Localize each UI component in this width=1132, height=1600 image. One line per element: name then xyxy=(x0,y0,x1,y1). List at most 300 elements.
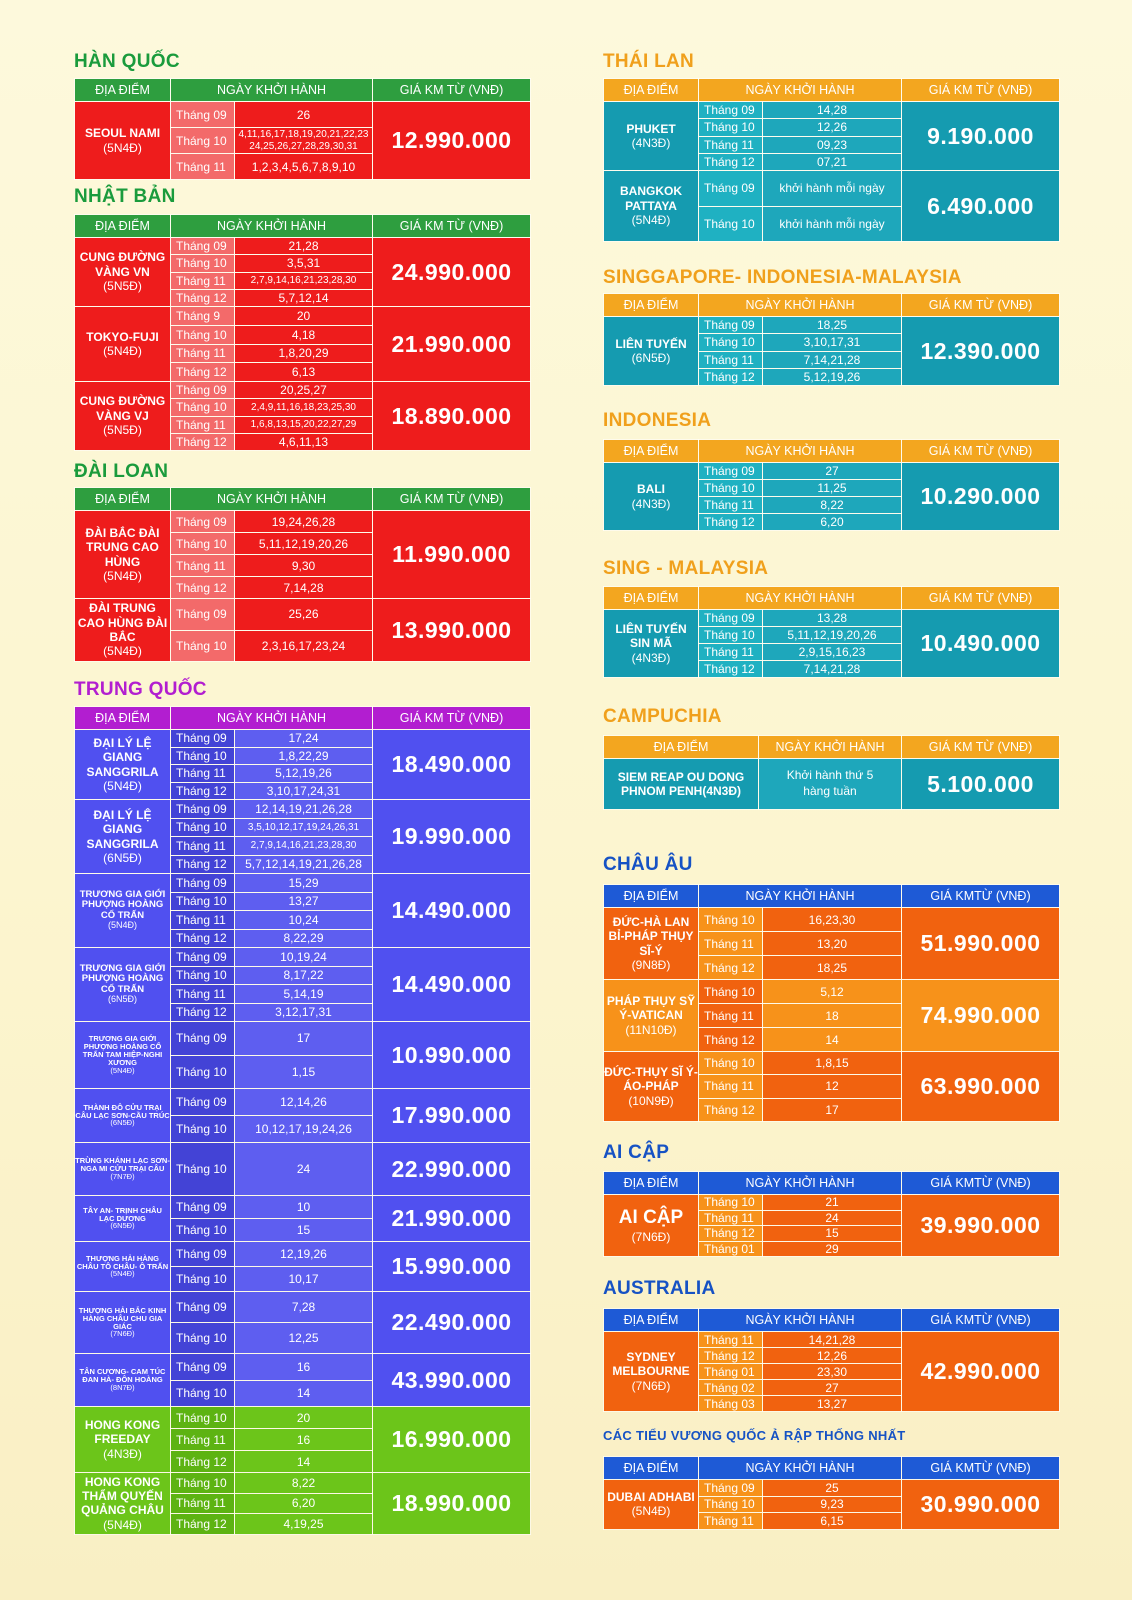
month-cell: Tháng 09 xyxy=(171,1022,235,1056)
dates-cell: 1,15 xyxy=(235,1055,373,1089)
dates-cell: 7,28 xyxy=(235,1292,373,1323)
price-cell: 14.490.000 xyxy=(373,874,531,948)
dates-cell: 07,21 xyxy=(763,153,902,170)
table-header xyxy=(604,1172,1060,1195)
month-cell: Tháng 10 xyxy=(699,1195,763,1211)
destination-cell xyxy=(604,759,759,810)
section-title: INDONESIA xyxy=(603,410,712,431)
tour-duration: (7N6Đ) xyxy=(110,1329,135,1339)
destination-name: SIEM REAP OU DONG PHNOM PENH xyxy=(617,769,745,798)
destination-cell xyxy=(604,610,699,678)
column-header: GIÁ KM TỪ (VNĐ) xyxy=(373,488,531,511)
destination-cell xyxy=(604,1195,699,1257)
tour-duration: (4N3Đ) xyxy=(702,784,741,798)
column-header: NGÀY KHỞI HÀNH xyxy=(699,587,902,610)
tour-duration: (5N4Đ) xyxy=(103,1517,142,1532)
month-cell: Tháng 12 xyxy=(699,368,763,385)
column-header: NGÀY KHỞI HÀNH xyxy=(699,1309,902,1332)
month-cell: Tháng 09 xyxy=(171,1196,235,1219)
column-header: ĐỊA ĐIỂM xyxy=(604,440,699,463)
destination-name: TÂN CƯƠNG- CAM TÚC ĐAN HÀ- ĐÔN HOÀNG xyxy=(79,1367,166,1385)
dates-cell: 13,27 xyxy=(763,1396,902,1412)
destination-name: DUBAI ADHABI xyxy=(607,1490,695,1505)
month-cell: Tháng 10 xyxy=(171,1380,235,1407)
destination-cell xyxy=(75,238,171,307)
destination-name: TRÙNG KHÁNH LẠC SƠN- NGA MI CỬU TRẠI CÂU xyxy=(75,1156,170,1174)
dates-cell: 2,3,16,17,23,24 xyxy=(235,630,373,662)
column-header: ĐỊA ĐIỂM xyxy=(604,587,699,610)
price-cell: 30.990.000 xyxy=(902,1480,1060,1530)
section-title: AI CẬP xyxy=(603,1142,670,1163)
month-cell: Tháng 11 xyxy=(171,985,235,1004)
table-header xyxy=(604,736,1060,759)
dates-cell: 17 xyxy=(235,1022,373,1056)
price-table xyxy=(74,706,531,1535)
month-cell: Tháng 11 xyxy=(699,1075,763,1098)
month-cell: Tháng 12 xyxy=(171,289,235,306)
table-row xyxy=(75,307,531,326)
tour-duration: (5N5Đ) xyxy=(103,279,142,294)
month-cell: Tháng 12 xyxy=(699,153,763,170)
destination-name: ĐÀI BẮC ĐÀI TRUNG CAO HÙNG xyxy=(85,525,160,569)
dates-cell: 5,12 xyxy=(763,980,902,1004)
month-cell: Tháng 11 xyxy=(171,555,235,577)
dates-cell: 4,6,11,13 xyxy=(235,433,373,450)
destination-name: AI CẬP xyxy=(618,1206,684,1228)
price-table xyxy=(603,884,1060,1122)
dates-cell: 1,8,20,29 xyxy=(235,344,373,363)
destination-name: CUNG ĐƯỜNG VÀNG VN xyxy=(79,250,166,279)
month-cell: Tháng 09 xyxy=(171,730,235,748)
price-table xyxy=(603,1456,1060,1530)
dates-cell: 23,30 xyxy=(763,1364,902,1380)
month-cell: Tháng 10 xyxy=(171,533,235,555)
dates-cell: 21 xyxy=(763,1195,902,1211)
destination-name: CUNG ĐƯỜNG VÀNG VJ xyxy=(79,394,166,423)
dates-cell: 24 xyxy=(763,1210,902,1226)
section-title: THÁI LAN xyxy=(603,51,695,72)
column-header: GIÁ KM TỪ (VNĐ) xyxy=(902,736,1060,759)
month-cell: Tháng 11 xyxy=(699,497,763,514)
column-header: NGÀY KHỞI HÀNH xyxy=(699,885,902,908)
dates-cell: 15 xyxy=(235,1219,373,1242)
price-table xyxy=(603,1308,1060,1412)
dates-cell: 3,10,17,24,31 xyxy=(235,782,373,800)
destination-cell xyxy=(604,171,699,242)
table-header xyxy=(604,587,1060,610)
column-header: GIÁ KM TỪ (VNĐ) xyxy=(902,587,1060,610)
table-row xyxy=(604,171,1060,207)
table-row xyxy=(75,800,531,819)
column-header: ĐỊA ĐIỂM xyxy=(75,79,171,102)
month-cell: Tháng 10 xyxy=(699,1496,763,1513)
tour-duration: (5N4Đ) xyxy=(103,778,142,793)
dates-cell: 19,24,26,28 xyxy=(235,511,373,533)
dates-cell: 2,7,9,14,16,21,23,28,30 xyxy=(235,837,373,856)
table-header xyxy=(604,1309,1060,1332)
column-header: ĐỊA ĐIỂM xyxy=(604,294,699,317)
month-cell: Tháng 09 xyxy=(171,102,235,128)
month-cell: Tháng 09 xyxy=(699,463,763,480)
month-cell: Tháng 12 xyxy=(699,514,763,531)
price-cell: 18.890.000 xyxy=(373,382,531,451)
dates-cell: 8,22 xyxy=(763,497,902,514)
month-cell: Tháng 10 xyxy=(171,1323,235,1354)
price-cell: 5.100.000 xyxy=(902,759,1060,810)
column-header: GIÁ KM TỪ (VNĐ) xyxy=(902,440,1060,463)
month-cell: Tháng 10 xyxy=(171,892,235,911)
month-cell: Tháng 02 xyxy=(699,1380,763,1396)
dates-cell: 20 xyxy=(235,307,373,326)
month-cell: Tháng 11 xyxy=(171,1429,235,1451)
price-cell: 12.390.000 xyxy=(902,317,1060,386)
dates-cell: 6,15 xyxy=(763,1513,902,1530)
dates-cell: 12,26 xyxy=(763,119,902,136)
price-cell: 18.490.000 xyxy=(373,730,531,800)
table-row xyxy=(604,463,1060,480)
month-cell: Tháng 10 xyxy=(171,1116,235,1143)
table-row xyxy=(604,610,1060,627)
tour-duration: (6N5Đ) xyxy=(110,1118,135,1128)
tour-duration: (5N4Đ) xyxy=(107,920,137,931)
destination-cell xyxy=(604,908,699,980)
destination-cell xyxy=(604,980,699,1052)
table-row xyxy=(75,874,531,893)
dates-cell: 10 xyxy=(235,1196,373,1219)
price-cell: 22.990.000 xyxy=(373,1143,531,1196)
destination-name: LIÊN TUYẾN SIN MÃ xyxy=(615,621,687,651)
price-cell: 9.190.000 xyxy=(902,102,1060,171)
table-row xyxy=(75,1407,531,1429)
month-cell: Tháng 09 xyxy=(699,1480,763,1497)
table-row xyxy=(604,317,1060,334)
dates-cell: 8,22 xyxy=(235,1473,373,1494)
month-cell: Tháng 09 xyxy=(171,800,235,819)
month-cell: Tháng 11 xyxy=(699,1513,763,1530)
column-header: NGÀY KHỞI HÀNH xyxy=(171,488,373,511)
dates-cell: 7,14,28 xyxy=(235,577,373,599)
column-header: NGÀY KHỞI HÀNH xyxy=(699,79,902,102)
destination-name: ĐỨC-THỤY SĨ Ý-ÁO-PHÁP xyxy=(604,1064,698,1094)
month-cell: Tháng 11 xyxy=(699,644,763,661)
price-cell: 51.990.000 xyxy=(902,908,1060,980)
month-cell: Tháng 11 xyxy=(171,154,235,180)
section-title: NHẬT BẢN xyxy=(74,186,176,207)
tour-duration: (4N3Đ) xyxy=(631,136,671,150)
month-cell: Tháng 11 xyxy=(699,1332,763,1348)
column-header: NGÀY KHỞI HÀNH xyxy=(171,215,373,238)
dates-cell: 6,20 xyxy=(235,1493,373,1514)
tour-duration: (6N5Đ) xyxy=(107,994,137,1005)
destination-name: BALI xyxy=(637,482,665,497)
tour-duration: (5N5Đ) xyxy=(103,423,142,438)
table-row xyxy=(75,511,531,533)
table-row xyxy=(75,1292,531,1323)
month-cell: Tháng 11 xyxy=(171,272,235,289)
dates-cell: 4,19,25 xyxy=(235,1514,373,1535)
destination-name: ĐẠI LÝ LỆ GIANG SANGGRILA xyxy=(86,807,159,851)
dates-cell: 21,28 xyxy=(235,238,373,255)
column-header: ĐỊA ĐIỂM xyxy=(604,736,759,759)
month-cell: Tháng 12 xyxy=(171,782,235,800)
table-header xyxy=(604,885,1060,908)
month-cell: Tháng 09 xyxy=(171,948,235,967)
month-cell: Tháng 09 xyxy=(171,1089,235,1116)
month-cell: Tháng 09 xyxy=(171,1292,235,1323)
dates-cell: 3,5,10,12,17,19,24,26,31 xyxy=(235,818,373,837)
month-cell: Tháng 09 xyxy=(171,511,235,533)
price-table xyxy=(603,78,1060,242)
month-cell: Tháng 11 xyxy=(171,1493,235,1514)
price-table xyxy=(603,293,1060,386)
tour-duration: (5N4Đ) xyxy=(103,568,142,583)
dates-cell: 1,8,22,29 xyxy=(235,747,373,765)
month-cell: Tháng 10 xyxy=(699,908,763,932)
destination-cell xyxy=(75,1473,171,1535)
dates-cell: khởi hành mỗi ngày xyxy=(763,171,902,207)
section-title: TRUNG QUỐC xyxy=(74,679,207,700)
destination-cell xyxy=(75,800,171,874)
month-cell: Tháng 10 xyxy=(171,1055,235,1089)
tour-duration: (5N4Đ) xyxy=(110,1269,135,1279)
month-cell: Tháng 09 xyxy=(171,874,235,893)
table-row xyxy=(604,102,1060,119)
price-table xyxy=(603,439,1060,531)
destination-cell xyxy=(75,1196,171,1242)
column-header: ĐỊA ĐIỂM xyxy=(604,1309,699,1332)
dates-cell: 14 xyxy=(235,1380,373,1407)
section-title: SING - MALAYSIA xyxy=(603,558,769,579)
month-cell: Tháng 10 xyxy=(171,630,235,662)
month-cell: Tháng 10 xyxy=(171,818,235,837)
dates-cell: 7,14,21,28 xyxy=(763,661,902,678)
month-cell: Tháng 10 xyxy=(171,255,235,272)
destination-name: BANGKOK PATTAYA xyxy=(620,184,682,213)
price-table xyxy=(603,586,1060,678)
month-cell: Tháng 09 xyxy=(171,1354,235,1381)
destination-name: TRƯƠNG GIA GIỚI PHƯỢNG HOÀNG CỔ TRẤN TAM HIỆP-NGHI XƯƠNG xyxy=(82,1034,163,1067)
destination-cell xyxy=(75,1354,171,1407)
dates-cell: 12,14,19,21,26,28 xyxy=(235,800,373,819)
table-row xyxy=(75,1473,531,1494)
month-cell: Tháng 11 xyxy=(699,932,763,956)
destination-name: TRƯƠNG GIA GIỚI PHƯỢNG HOÀNG CỔ TRẤN xyxy=(79,962,166,995)
dates-cell: 5,7,12,14,19,21,26,28 xyxy=(235,855,373,874)
column-header: GIÁ KMTỪ (VNĐ) xyxy=(902,1309,1060,1332)
dates-cell: 6,20 xyxy=(763,514,902,531)
destination-cell xyxy=(604,1480,699,1530)
dates-cell: 12,26 xyxy=(763,1348,902,1364)
tour-duration: (4N3Đ) xyxy=(631,650,671,665)
destination-name: HONG KONG FREEDAY xyxy=(84,1417,161,1447)
dates-cell: 2,4,9,11,16,18,23,25,30 xyxy=(235,399,373,416)
table-row xyxy=(604,759,1060,810)
destination-cell xyxy=(75,1407,171,1473)
dates-cell: 5,12,19,26 xyxy=(235,765,373,783)
table-header xyxy=(604,440,1060,463)
month-cell: Tháng 09 xyxy=(699,610,763,627)
table-row xyxy=(75,1022,531,1056)
destination-cell xyxy=(75,1022,171,1089)
dates-cell: 10,17 xyxy=(235,1267,373,1292)
table-row xyxy=(75,1196,531,1219)
month-cell: Tháng 12 xyxy=(171,433,235,450)
price-cell: 12.990.000 xyxy=(373,102,531,180)
table-row xyxy=(604,1052,1060,1075)
month-cell: Tháng 11 xyxy=(699,1210,763,1226)
month-cell: Tháng 10 xyxy=(171,1143,235,1196)
destination-name: SEOUL NAMI xyxy=(84,126,161,141)
dates-cell: 24 xyxy=(235,1143,373,1196)
table-header xyxy=(75,215,531,238)
month-cell: Tháng 12 xyxy=(699,1028,763,1052)
dates-cell: 5,11,12,19,20,26 xyxy=(763,627,902,644)
month-cell: Tháng 10 xyxy=(171,1219,235,1242)
column-header: ĐỊA ĐIỂM xyxy=(604,79,699,102)
dates-cell: 29 xyxy=(763,1241,902,1257)
price-cell: 39.990.000 xyxy=(902,1195,1060,1257)
dates-cell: 16 xyxy=(235,1354,373,1381)
month-cell: Tháng 12 xyxy=(171,1514,235,1535)
table-header xyxy=(604,79,1060,102)
price-cell: 10.290.000 xyxy=(902,463,1060,531)
month-cell: Tháng 10 xyxy=(171,1473,235,1494)
departure-note-text: Khởi hành thứ 5 hàng tuần xyxy=(786,768,874,798)
table-row xyxy=(75,599,531,631)
month-cell: Tháng 09 xyxy=(699,102,763,119)
column-header: ĐỊA ĐIỂM xyxy=(75,707,171,730)
tour-duration: (7N7Đ) xyxy=(110,1171,135,1181)
month-cell: Tháng 12 xyxy=(699,661,763,678)
month-cell: Tháng 10 xyxy=(171,399,235,416)
price-cell: 22.490.000 xyxy=(373,1292,531,1354)
dates-cell: 4,18 xyxy=(235,325,373,344)
destination-name: HONG KONG THẨM QUYẾN QUẢNG CHÂU xyxy=(81,1474,164,1518)
column-header: ĐỊA ĐIỂM xyxy=(75,215,171,238)
dates-cell: 2,7,9,14,16,21,23,28,30 xyxy=(235,272,373,289)
month-cell: Tháng 10 xyxy=(699,980,763,1004)
dates-cell: 12,14,26 xyxy=(235,1089,373,1116)
dates-cell: 12 xyxy=(763,1075,902,1098)
destination-name: ĐÀI TRUNG CAO HÙNG ĐÀI BẮC xyxy=(77,601,168,644)
month-cell: Tháng 12 xyxy=(171,363,235,382)
month-cell: Tháng 9 xyxy=(171,307,235,326)
dates-cell: 12,25 xyxy=(235,1323,373,1354)
destination-cell xyxy=(75,102,171,180)
dates-cell: 1,8,15 xyxy=(763,1052,902,1075)
month-cell: Tháng 10 xyxy=(171,1267,235,1292)
column-header: GIÁ KM TỪ (VNĐ) xyxy=(902,79,1060,102)
table-row xyxy=(604,1332,1060,1348)
column-header: NGÀY KHỞI HÀNH xyxy=(171,707,373,730)
price-cell: 19.990.000 xyxy=(373,800,531,874)
month-cell: Tháng 10 xyxy=(699,334,763,351)
price-table xyxy=(74,487,531,662)
month-cell: Tháng 12 xyxy=(171,577,235,599)
table-row xyxy=(75,948,531,967)
price-cell: 14.490.000 xyxy=(373,948,531,1022)
month-cell: Tháng 01 xyxy=(699,1241,763,1257)
dates-cell: 1,6,8,13,15,20,22,27,29 xyxy=(235,416,373,433)
price-cell: 24.990.000 xyxy=(373,238,531,307)
dates-cell: 10,12,17,19,24,26 xyxy=(235,1116,373,1143)
column-header: NGÀY KHỞI HÀNH xyxy=(759,736,902,759)
month-cell: Tháng 10 xyxy=(699,1052,763,1075)
dates-cell: 12,19,26 xyxy=(235,1242,373,1267)
month-cell: Tháng 11 xyxy=(699,1004,763,1028)
month-cell: Tháng 03 xyxy=(699,1396,763,1412)
dates-cell: 1,2,3,4,5,6,7,8,9,10 xyxy=(235,154,373,180)
dates-cell: 5,11,12,19,20,26 xyxy=(235,533,373,555)
month-cell: Tháng 10 xyxy=(171,966,235,985)
month-cell: Tháng 11 xyxy=(171,416,235,433)
table-row xyxy=(604,1195,1060,1211)
dates-cell: 5,12,19,26 xyxy=(763,368,902,385)
dates-cell: 20 xyxy=(235,1407,373,1429)
tour-duration: (4N3Đ) xyxy=(631,496,671,511)
price-cell: 18.990.000 xyxy=(373,1473,531,1535)
price-cell: 15.990.000 xyxy=(373,1242,531,1292)
month-cell: Tháng 10 xyxy=(171,128,235,154)
month-cell: Tháng 12 xyxy=(699,956,763,980)
price-cell: 63.990.000 xyxy=(902,1052,1060,1122)
destination-cell xyxy=(75,307,171,382)
destination-cell xyxy=(75,1143,171,1196)
dates-cell: 25 xyxy=(763,1480,902,1497)
dates-cell: 18,25 xyxy=(763,317,902,334)
table-header xyxy=(75,488,531,511)
dates-cell: 8,17,22 xyxy=(235,966,373,985)
dates-cell: 10,19,24 xyxy=(235,948,373,967)
section-title: ĐÀI LOAN xyxy=(74,461,169,482)
tour-duration: (7N6Đ) xyxy=(631,1378,671,1393)
column-header: GIÁ KM TỪ (VNĐ) xyxy=(902,294,1060,317)
table-row xyxy=(604,908,1060,932)
month-cell: Tháng 09 xyxy=(699,171,763,207)
tour-duration: (5N4Đ) xyxy=(103,344,142,358)
dates-cell: 27 xyxy=(763,463,902,480)
month-cell: Tháng 11 xyxy=(171,911,235,930)
price-cell: 11.990.000 xyxy=(373,511,531,599)
dates-cell: 2,9,15,16,23 xyxy=(763,644,902,661)
dates-cell: 5,7,12,14 xyxy=(235,289,373,306)
destination-cell xyxy=(75,1242,171,1292)
dates-cell: 14 xyxy=(763,1028,902,1052)
table-row xyxy=(75,102,531,128)
month-cell: Tháng 09 xyxy=(171,382,235,399)
column-header: ĐỊA ĐIỂM xyxy=(604,1172,699,1195)
tour-duration: (8N7Đ) xyxy=(110,1382,135,1392)
month-cell: Tháng 11 xyxy=(171,837,235,856)
table-row xyxy=(75,238,531,255)
price-cell: 21.990.000 xyxy=(373,1196,531,1242)
table-row xyxy=(75,1242,531,1267)
price-table xyxy=(74,214,531,451)
dates-cell: 6,13 xyxy=(235,363,373,382)
column-header: NGÀY KHỞI HÀNH xyxy=(699,440,902,463)
dates-cell: 25,26 xyxy=(235,599,373,631)
month-cell: Tháng 10 xyxy=(171,1407,235,1429)
destination-name: THƯỢNG HẢI BẮC KINH HÀNG CHÂU CHU GIA GIÁC xyxy=(78,1305,167,1331)
month-cell: Tháng 11 xyxy=(171,765,235,783)
table-header xyxy=(75,707,531,730)
table-row xyxy=(75,1354,531,1381)
destination-name: SYDNEY MELBOURNE xyxy=(612,1349,690,1379)
section-title: AUSTRALIA xyxy=(603,1278,716,1299)
dates-cell: 5,14,19 xyxy=(235,985,373,1004)
price-cell: 6.490.000 xyxy=(902,171,1060,242)
tour-duration: (5N4Đ) xyxy=(631,1504,671,1519)
